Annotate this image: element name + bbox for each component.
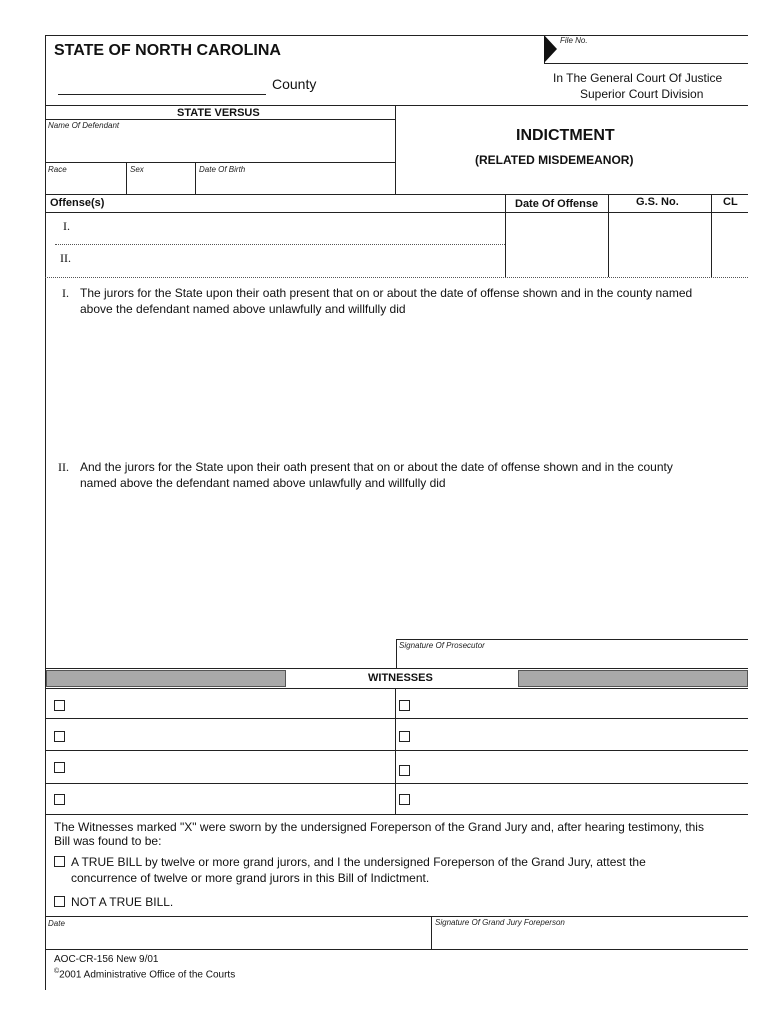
- copyright-text: 2001 Administrative Office of the Courts: [59, 969, 236, 981]
- date-label: Date: [48, 919, 65, 928]
- top-border: [45, 35, 545, 36]
- defendant-line: [45, 162, 395, 163]
- county-label: County: [272, 76, 317, 92]
- offenses-header: Offense(s): [50, 197, 105, 209]
- count-2-num: II.: [58, 460, 69, 474]
- witness-section-bottom: [45, 814, 748, 815]
- cl-col-divider: [711, 194, 712, 277]
- witness-checkbox-3-right[interactable]: [399, 765, 410, 776]
- sex-label: Sex: [130, 165, 144, 174]
- file-no-arrow-icon: [544, 35, 558, 63]
- state-versus-underline: [45, 119, 395, 120]
- cl-header: CL: [723, 196, 738, 208]
- witness-checkbox-4-left[interactable]: [54, 794, 65, 805]
- name-of-defendant-label: Name Of Defendant: [48, 121, 120, 130]
- prosecutor-signature-label: Signature Of Prosecutor: [399, 641, 485, 650]
- dob-label: Date Of Birth: [199, 165, 246, 174]
- indictment-subtitle: (RELATED MISDEMEANOR): [475, 153, 634, 167]
- witness-section-top: [45, 668, 748, 669]
- sex-divider: [195, 162, 196, 194]
- prosecutor-signature-divider: [396, 639, 397, 668]
- witness-column-divider: [395, 688, 396, 815]
- caption-top-line: [45, 105, 748, 106]
- finding-intro-line-2: Bill was found to be:: [54, 834, 162, 848]
- witness-gray-bar-right: [518, 670, 748, 687]
- offense-row-2-num: II.: [60, 251, 71, 265]
- witness-header-bottom: [45, 688, 748, 689]
- true-bill-line-2: concurrence of twelve or more grand jurors in this Bill of Indictment.: [71, 871, 430, 885]
- gs-no-header: G.S. No.: [636, 196, 679, 208]
- offense-table-bottom: [45, 277, 748, 278]
- offense-row-divider: [55, 244, 505, 245]
- witness-checkbox-2-left[interactable]: [54, 731, 65, 742]
- count-1-line-1: The jurors for the State upon their oath present that on or about the date of offense shown and in the county named: [80, 286, 693, 300]
- witness-row-line-2: [45, 750, 748, 751]
- count-1-line-2: above the defendant named above unlawfully and willfully did: [80, 302, 406, 316]
- state-versus: STATE VERSUS: [177, 107, 260, 119]
- gs-col-divider: [608, 194, 609, 277]
- witness-checkbox-4-right[interactable]: [399, 794, 410, 805]
- offense-row-1-num: I.: [63, 219, 70, 233]
- witness-checkbox-1-left[interactable]: [54, 700, 65, 711]
- witness-checkbox-2-right[interactable]: [399, 731, 410, 742]
- not-true-bill-checkbox[interactable]: [54, 896, 65, 907]
- witnesses-header: WITNESSES: [368, 672, 433, 684]
- not-true-bill-label: NOT A TRUE BILL.: [71, 895, 174, 909]
- foreperson-signature-label: Signature Of Grand Jury Foreperson: [435, 918, 565, 927]
- witness-row-line-3: [45, 783, 748, 784]
- witness-checkbox-3-left[interactable]: [54, 762, 65, 773]
- race-label: Race: [48, 165, 67, 174]
- true-bill-line-1: A TRUE BILL by twelve or more grand jurors, and I the undersigned Foreperson of the Grand Jury, attest the: [71, 855, 646, 869]
- left-border: [45, 35, 46, 990]
- finding-intro-line-1: The Witnesses marked "X" were sworn by the undersigned Foreperson of the Grand Jury and, after hearing testimony, this: [54, 820, 704, 834]
- state-title: STATE OF NORTH CAROLINA: [54, 42, 281, 59]
- file-no-field-line: [544, 63, 748, 64]
- signature-divider: [431, 916, 432, 950]
- date-of-offense-header: Date Of Offense: [515, 198, 599, 210]
- prosecutor-signature-line: [396, 639, 748, 640]
- offense-table-top: [45, 194, 748, 195]
- true-bill-checkbox[interactable]: [54, 856, 65, 867]
- date-signature-line: [45, 916, 748, 917]
- court-line-1: In The General Court Of Justice: [553, 71, 723, 85]
- court-line-2: Superior Court Division: [580, 87, 704, 101]
- copyright-line: [54, 968, 235, 980]
- count-2-line-1: And the jurors for the State upon their oath present that on or about the date of offense shown and in the county: [80, 460, 673, 474]
- file-no-top-line: [544, 35, 748, 36]
- caption-right-divider: [395, 105, 396, 194]
- offense-header-line: [45, 212, 748, 213]
- file-no-label: File No.: [560, 36, 588, 45]
- witness-gray-bar-left: [46, 670, 286, 687]
- indictment-title: INDICTMENT: [516, 127, 615, 144]
- county-line: [58, 94, 266, 95]
- form-number: AOC-CR-156 New 9/01: [54, 954, 159, 965]
- signature-bottom-line: [45, 949, 748, 950]
- witness-checkbox-1-right[interactable]: [399, 700, 410, 711]
- copyright-symbol: ©: [54, 968, 60, 975]
- count-2-line-2: named above the defendant named above unlawfully and willfully did: [80, 476, 446, 490]
- witness-row-line-1: [45, 718, 748, 719]
- count-1-num: I.: [62, 286, 69, 300]
- race-divider: [126, 162, 127, 194]
- date-col-divider: [505, 194, 506, 277]
